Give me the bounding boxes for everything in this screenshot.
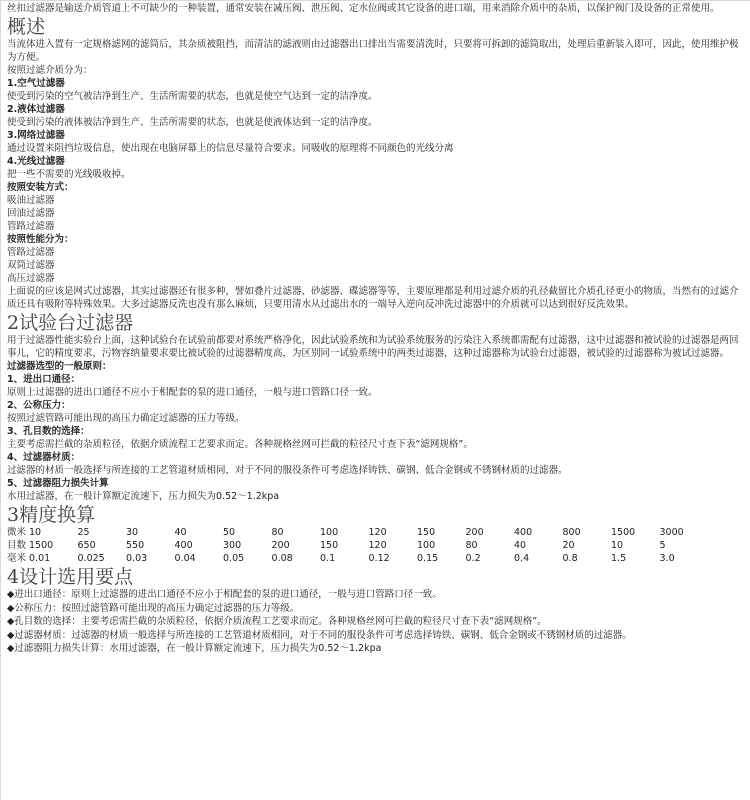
precision-cell: 1500	[611, 527, 636, 538]
precision-cell: 30	[126, 527, 139, 538]
precision-table	[7, 526, 708, 565]
principle-title: 3、孔目数的选择：	[7, 426, 90, 437]
performance-type-item: 管路过滤器	[7, 247, 55, 258]
principle-title: 5、过滤器阻力损失计算	[7, 478, 109, 489]
by-performance-label: 按照性能分为：	[7, 234, 74, 245]
design-point-item: ◆过滤器材质：过滤器的材质一般选择与所连接的工艺管道材质相同，对于不同的服役条件可考虑选择铸铁、碳钢、低合金钢或不锈钢材质的过滤器。	[7, 629, 632, 641]
design-point-item: ◆进出口通径：原则上过滤器的进出口通径不应小于相配套的泵的进口通径，一般与进口管路口径一致。	[7, 589, 442, 600]
precision-cell: 20	[562, 540, 575, 551]
principle-desc: 过滤器的材质一般选择与所连接的工艺管道材质相同，对于不同的服役条件可考虑选择铸铁、碳钢、低合金钢或不锈钢材质的过滤器。	[7, 465, 568, 476]
precision-cell: 100	[417, 540, 436, 551]
install-type-item: 回油过滤器	[7, 208, 55, 219]
performance-type-item: 高压过滤器	[7, 273, 55, 284]
precision-row	[7, 539, 708, 552]
precision-cell: 120	[368, 540, 387, 551]
frame-top-border	[0, 0, 750, 1]
precision-cell: 200	[271, 540, 290, 551]
precision-cell: 0.15	[417, 553, 439, 564]
precision-cell: 150	[320, 540, 339, 551]
precision-row	[7, 526, 708, 539]
test-bench-filter-section	[7, 313, 744, 503]
precision-conversion-section	[7, 505, 744, 565]
precision-cell: 80	[271, 527, 284, 538]
type-title: 3.网络过滤器	[7, 130, 65, 141]
design-point-item: ◆过滤器阻力损失计算：水用过滤器，在一般计算额定流速下，压力损失为0.52～1.2kpa	[7, 643, 382, 654]
type-title: 1.空气过滤器	[7, 78, 65, 89]
precision-cell: 10	[29, 527, 42, 538]
precision-cell: 3000	[659, 527, 684, 538]
precision-cell: 0.05	[223, 553, 245, 564]
precision-cell: 0.01	[29, 553, 51, 564]
selection-principles-label: 过滤器选型的一般原则：	[7, 361, 112, 372]
section3-heading: 3精度换算	[7, 504, 96, 526]
overview-paragraph: 当流体进入置有一定规格滤网的滤筒后，其杂质被阻挡，而清洁的滤液则由过滤器出口排出当需要清洗时，只要将可拆卸的滤筒取出，处理后重新装入即可，因此，使用维护极为方便。	[7, 39, 739, 63]
precision-cell: 0.08	[271, 553, 293, 564]
by-medium-label: 按照过滤介质分为：	[7, 65, 93, 76]
by-install-label: 按照安装方式：	[7, 182, 74, 193]
precision-cell: 650	[77, 540, 96, 551]
precision-cell: 40	[174, 527, 187, 538]
precision-cell: 550	[126, 540, 145, 551]
precision-cell: 50	[223, 527, 236, 538]
intro-paragraph: 丝扣过滤器是输送介质管道上不可缺少的一种装置，通常安装在减压阀、泄压阀、定水位阀或其它设备的进口端，用来消除介质中的杂质，以保护阀门及设备的正常使用。	[7, 3, 720, 14]
install-type-item: 吸油过滤器	[7, 195, 55, 206]
section4-heading: 4设计选用要点	[7, 566, 134, 588]
install-type-item: 管路过滤器	[7, 221, 55, 232]
precision-row-label: 毫米	[7, 553, 27, 564]
performance-type-item: 双筒过滤器	[7, 260, 55, 271]
overview-closing-paragraph: 上面说的应该是网式过滤器，其实过滤器还有很多种，譬如叠片过滤器、砂滤器、碟滤器等等，主要原理都是利用过滤介质的孔径截留比介质孔径更小的物质，当然有的过滤介质还具有吸附等特殊效果。大多过滤器反洗也没有那么麻烦，只要用清水从过滤出水的一端导入逆向反冲洗过滤器中的介质就可以达到很好反洗效果。	[7, 286, 739, 310]
design-points-section	[7, 567, 744, 656]
type-desc: 把一些不需要的光线吸收掉。	[7, 169, 131, 180]
precision-cell: 100	[320, 527, 339, 538]
type-title: 4.光线过滤器	[7, 156, 65, 167]
precision-cell: 0.12	[368, 553, 390, 564]
precision-cell: 0.025	[77, 553, 105, 564]
precision-cell: 120	[368, 527, 387, 538]
overview-heading: 概述	[7, 16, 46, 38]
precision-cell: 25	[77, 527, 90, 538]
precision-cell: 400	[514, 527, 533, 538]
precision-cell: 1500	[29, 540, 54, 551]
precision-cell: 10	[611, 540, 624, 551]
precision-cell: 200	[465, 527, 484, 538]
section2-heading: 2试验台过滤器	[7, 312, 134, 334]
precision-cell: 0.1	[320, 553, 336, 564]
precision-cell: 1.5	[611, 553, 627, 564]
type-desc: 通过设置来阻挡垃圾信息，使出现在电脑屏幕上的信息尽量符合要求。同吸收的原理将不同颜色的光线分离	[7, 143, 454, 154]
principle-desc: 主要考虑需拦截的杂质粒径，依据介质流程工艺要求而定。各种规格丝网可拦截的粒径尺寸查下表“滤网规格”。	[7, 439, 473, 450]
principle-desc: 原则上过滤器的进出口通径不应小于相配套的泵的进口通径，一般与进口管路口径一致。	[7, 387, 378, 398]
principle-desc: 按照过滤管路可能出现的高压力确定过滤器的压力等级。	[7, 413, 245, 424]
section2-paragraph: 用于过滤器性能实验台上面，这种试验台在试验前都要对系统严格净化，因此试验系统和为试验系统服务的污染注入系统都需配有过滤器，这中过滤器和被试验的过滤器是两回事儿，它的精度要求，污物容纳量要求要比被试验的过滤器精度高，为区别同一试验系统中的两类过滤器，这种过滤器称为试验台过滤器，被试验的过滤器称为被试过滤器。	[7, 335, 739, 359]
principle-title: 4、过滤器材质：	[7, 452, 81, 463]
precision-row	[7, 552, 708, 565]
precision-cell: 0.04	[174, 553, 196, 564]
precision-cell: 300	[223, 540, 242, 551]
precision-row-label: 目数	[7, 540, 27, 551]
precision-cell: 3.0	[659, 553, 675, 564]
design-point-item: ◆孔目数的选择：主要考虑需拦截的杂质粒径，依据介质流程工艺要求而定。各种规格丝网可拦截的粒径尺寸查下表“滤网规格”。	[7, 616, 547, 627]
precision-cell: 80	[465, 540, 478, 551]
precision-cell: 0.03	[126, 553, 148, 564]
precision-cell: 0.4	[514, 553, 530, 564]
precision-cell: 400	[174, 540, 193, 551]
precision-cell: 150	[417, 527, 436, 538]
type-desc: 使受到污染的液体被洁净到生产、生活所需要的状态，也就是使液体达到一定的洁净度。	[7, 117, 378, 128]
precision-cell: 0.2	[465, 553, 481, 564]
precision-row-label: 微米	[7, 527, 27, 538]
precision-cell: 40	[514, 540, 527, 551]
type-title: 2.液体过滤器	[7, 104, 65, 115]
precision-cell: 0.8	[562, 553, 578, 564]
precision-cell: 5	[659, 540, 666, 551]
principle-desc: 水用过滤器，在一般计算额定流速下，压力损失为0.52～1.2kpa	[7, 491, 280, 502]
frame-left-border	[0, 0, 1, 800]
principle-title: 1、进出口通径：	[7, 374, 81, 385]
principle-title: 2、公称压力：	[7, 400, 71, 411]
design-point-item: ◆公称压力：按照过滤管路可能出现的高压力确定过滤器的压力等级。	[7, 602, 300, 614]
type-desc: 使受到污染的空气被洁净到生产、生活所需要的状态，也就是使空气达到一定的洁净度。	[7, 91, 378, 102]
overview-section	[7, 17, 744, 311]
precision-cell: 800	[562, 527, 581, 538]
